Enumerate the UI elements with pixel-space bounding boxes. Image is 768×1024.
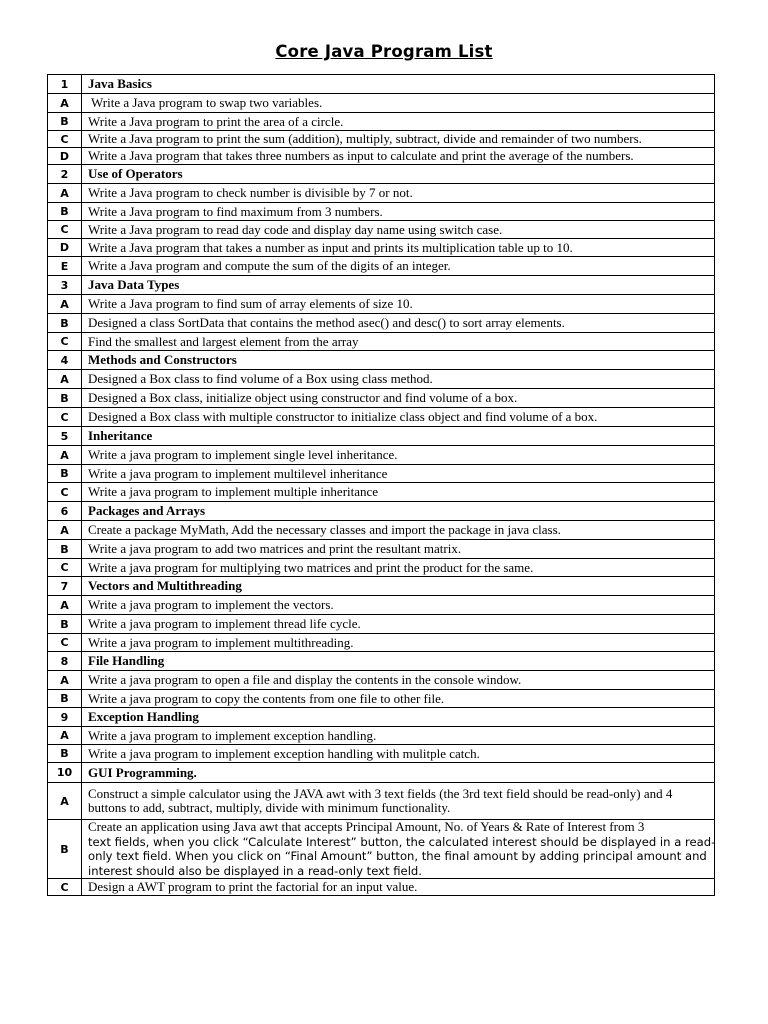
section-number: 9 — [48, 708, 82, 727]
section-number: 8 — [48, 652, 82, 671]
item-letter: A — [48, 783, 82, 820]
program-description: Designed a Box class to find volume of a Box using class method. — [82, 370, 715, 389]
section-row — [48, 75, 715, 94]
item-letter: A — [48, 671, 82, 690]
program-row — [48, 465, 715, 483]
program-list-table — [47, 74, 715, 896]
program-row — [48, 295, 715, 314]
item-letter: B — [48, 113, 82, 131]
program-description: Write a java program to open a file and display the contents in the console window. — [82, 671, 715, 690]
section-number: 6 — [48, 502, 82, 521]
section-row — [48, 502, 715, 521]
program-description: Write a java program to implement exception handling with mulitple catch. — [82, 745, 715, 763]
item-letter: C — [48, 333, 82, 351]
section-title: Inheritance — [82, 427, 715, 446]
item-letter: B — [48, 615, 82, 634]
document-title: Core Java Program List — [275, 42, 493, 61]
item-letter: A — [48, 596, 82, 615]
item-letter: D — [48, 148, 82, 165]
program-description: Write a java program to implement multiple inheritance — [82, 483, 715, 502]
program-description-line: Create an application using Java awt that accepts Principal Amount, No. of Years & Rate of Interest from 3 — [88, 819, 645, 834]
program-row — [48, 483, 715, 502]
section-title: Packages and Arrays — [82, 502, 715, 521]
section-row — [48, 351, 715, 370]
item-letter: B — [48, 389, 82, 408]
program-description: Designed a Box class with multiple constructor to initialize class object and find volume of a box. — [82, 408, 715, 427]
section-title: Exception Handling — [82, 708, 715, 727]
item-letter: C — [48, 408, 82, 427]
program-description: Write a Java program to read day code and display day name using switch case. — [82, 221, 715, 239]
program-row — [48, 727, 715, 745]
program-row — [48, 314, 715, 333]
program-row — [48, 446, 715, 465]
program-row — [48, 820, 715, 879]
section-number: 1 — [48, 75, 82, 94]
program-description: Write a Java program to find maximum from 3 numbers. — [82, 203, 715, 221]
program-description-line: interest should also be displayed in a read-only text field. — [88, 863, 422, 878]
program-row — [48, 745, 715, 763]
section-row — [48, 708, 715, 727]
item-letter: A — [48, 295, 82, 314]
section-row — [48, 577, 715, 596]
program-row — [48, 540, 715, 559]
section-row — [48, 165, 715, 184]
program-row — [48, 559, 715, 577]
program-row — [48, 690, 715, 708]
item-letter: C — [48, 483, 82, 502]
item-letter: E — [48, 257, 82, 276]
program-row — [48, 131, 715, 148]
item-letter: B — [48, 540, 82, 559]
item-letter: C — [48, 879, 82, 896]
item-letter: C — [48, 559, 82, 577]
program-row — [48, 596, 715, 615]
program-row — [48, 203, 715, 221]
program-row — [48, 148, 715, 165]
program-description: Designed a Box class, initialize object using constructor and find volume of a box. — [82, 389, 715, 408]
item-letter: B — [48, 690, 82, 708]
section-title: Java Basics — [82, 75, 715, 94]
program-row — [48, 113, 715, 131]
program-description: Write a java program to implement multithreading. — [82, 634, 715, 652]
section-row — [48, 427, 715, 446]
program-row — [48, 671, 715, 690]
item-letter: B — [48, 314, 82, 333]
program-description: Create a package MyMath, Add the necessary classes and import the package in java class. — [82, 521, 715, 540]
program-description: Design a AWT program to print the factorial for an input value. — [82, 879, 715, 896]
program-description: Write a Java program to check number is divisible by 7 or not. — [82, 184, 715, 203]
item-letter: B — [48, 820, 82, 879]
item-letter: D — [48, 239, 82, 257]
program-row — [48, 184, 715, 203]
item-letter: B — [48, 203, 82, 221]
section-title: GUI Programming. — [82, 763, 715, 783]
section-title: Use of Operators — [82, 165, 715, 184]
program-description: Write a java program for multiplying two matrices and print the product for the same. — [82, 559, 715, 577]
item-letter: A — [48, 521, 82, 540]
program-description: Write a Java program and compute the sum of the digits of an integer. — [82, 257, 715, 276]
item-letter: A — [48, 184, 82, 203]
item-letter: A — [48, 370, 82, 389]
program-description: Write a java program to implement the vectors. — [82, 596, 715, 615]
item-letter: C — [48, 221, 82, 239]
program-row — [48, 257, 715, 276]
program-description: Designed a class SortData that contains the method asec() and desc() to sort array elements. — [82, 314, 715, 333]
program-description-line: text fields, when you click “Calculate Interest” button, the calculated interest should be displayed in a read- — [88, 834, 716, 849]
program-description: Write a java program to implement thread life cycle. — [82, 615, 715, 634]
program-description: Write a Java program to swap two variables. — [82, 94, 715, 113]
program-row — [48, 521, 715, 540]
item-letter: A — [48, 727, 82, 745]
program-row — [48, 634, 715, 652]
section-number: 10 — [48, 763, 82, 783]
item-letter: C — [48, 634, 82, 652]
section-number: 4 — [48, 351, 82, 370]
section-number: 7 — [48, 577, 82, 596]
item-letter: C — [48, 131, 82, 148]
section-row — [48, 763, 715, 783]
program-row — [48, 615, 715, 634]
program-description: Write a Java program that takes three numbers as input to calculate and print the average of the numbers. — [82, 148, 715, 165]
section-number: 2 — [48, 165, 82, 184]
program-description: Write a Java program to find sum of array elements of size 10. — [82, 295, 715, 314]
program-description: Find the smallest and largest element from the array — [82, 333, 715, 351]
section-number: 5 — [48, 427, 82, 446]
program-description: Write a java program to add two matrices and print the resultant matrix. — [82, 540, 715, 559]
program-description-line: only text field. When you click on “Final Amount” button, the final amount by adding principal amount and — [88, 849, 707, 863]
program-row — [48, 408, 715, 427]
item-letter: B — [48, 745, 82, 763]
section-title: Methods and Constructors — [82, 351, 715, 370]
section-row — [48, 652, 715, 671]
program-description: Write a Java program that takes a number as input and prints its multiplication table up to 10. — [82, 239, 715, 257]
program-row — [48, 333, 715, 351]
program-description: Write a java program to implement exception handling. — [82, 727, 715, 745]
program-description: Write a java program to implement multilevel inheritance — [82, 465, 715, 483]
program-description: Construct a simple calculator using the JAVA awt with 3 text fields (the 3rd text field should be read-only) and 4 buttons to add, subtract, multiply, divide with minimum functionality. — [82, 783, 715, 820]
program-row — [48, 879, 715, 896]
item-letter: A — [48, 446, 82, 465]
program-row — [48, 389, 715, 408]
section-number: 3 — [48, 276, 82, 295]
program-row — [48, 370, 715, 389]
program-description: Write a java program to implement single level inheritance. — [82, 446, 715, 465]
program-description: Write a Java program to print the area of a circle. — [82, 113, 715, 131]
program-description: Write a java program to copy the contents from one file to other file. — [82, 690, 715, 708]
program-row — [48, 94, 715, 113]
program-description — [82, 820, 715, 879]
program-row — [48, 239, 715, 257]
section-title: File Handling — [82, 652, 715, 671]
item-letter: B — [48, 465, 82, 483]
item-letter: A — [48, 94, 82, 113]
section-title: Java Data Types — [82, 276, 715, 295]
section-title: Vectors and Multithreading — [82, 577, 715, 596]
program-description: Write a Java program to print the sum (addition), multiply, subtract, divide and remainder of two numbers. — [82, 131, 715, 148]
program-row — [48, 783, 715, 820]
section-row — [48, 276, 715, 295]
program-row — [48, 221, 715, 239]
